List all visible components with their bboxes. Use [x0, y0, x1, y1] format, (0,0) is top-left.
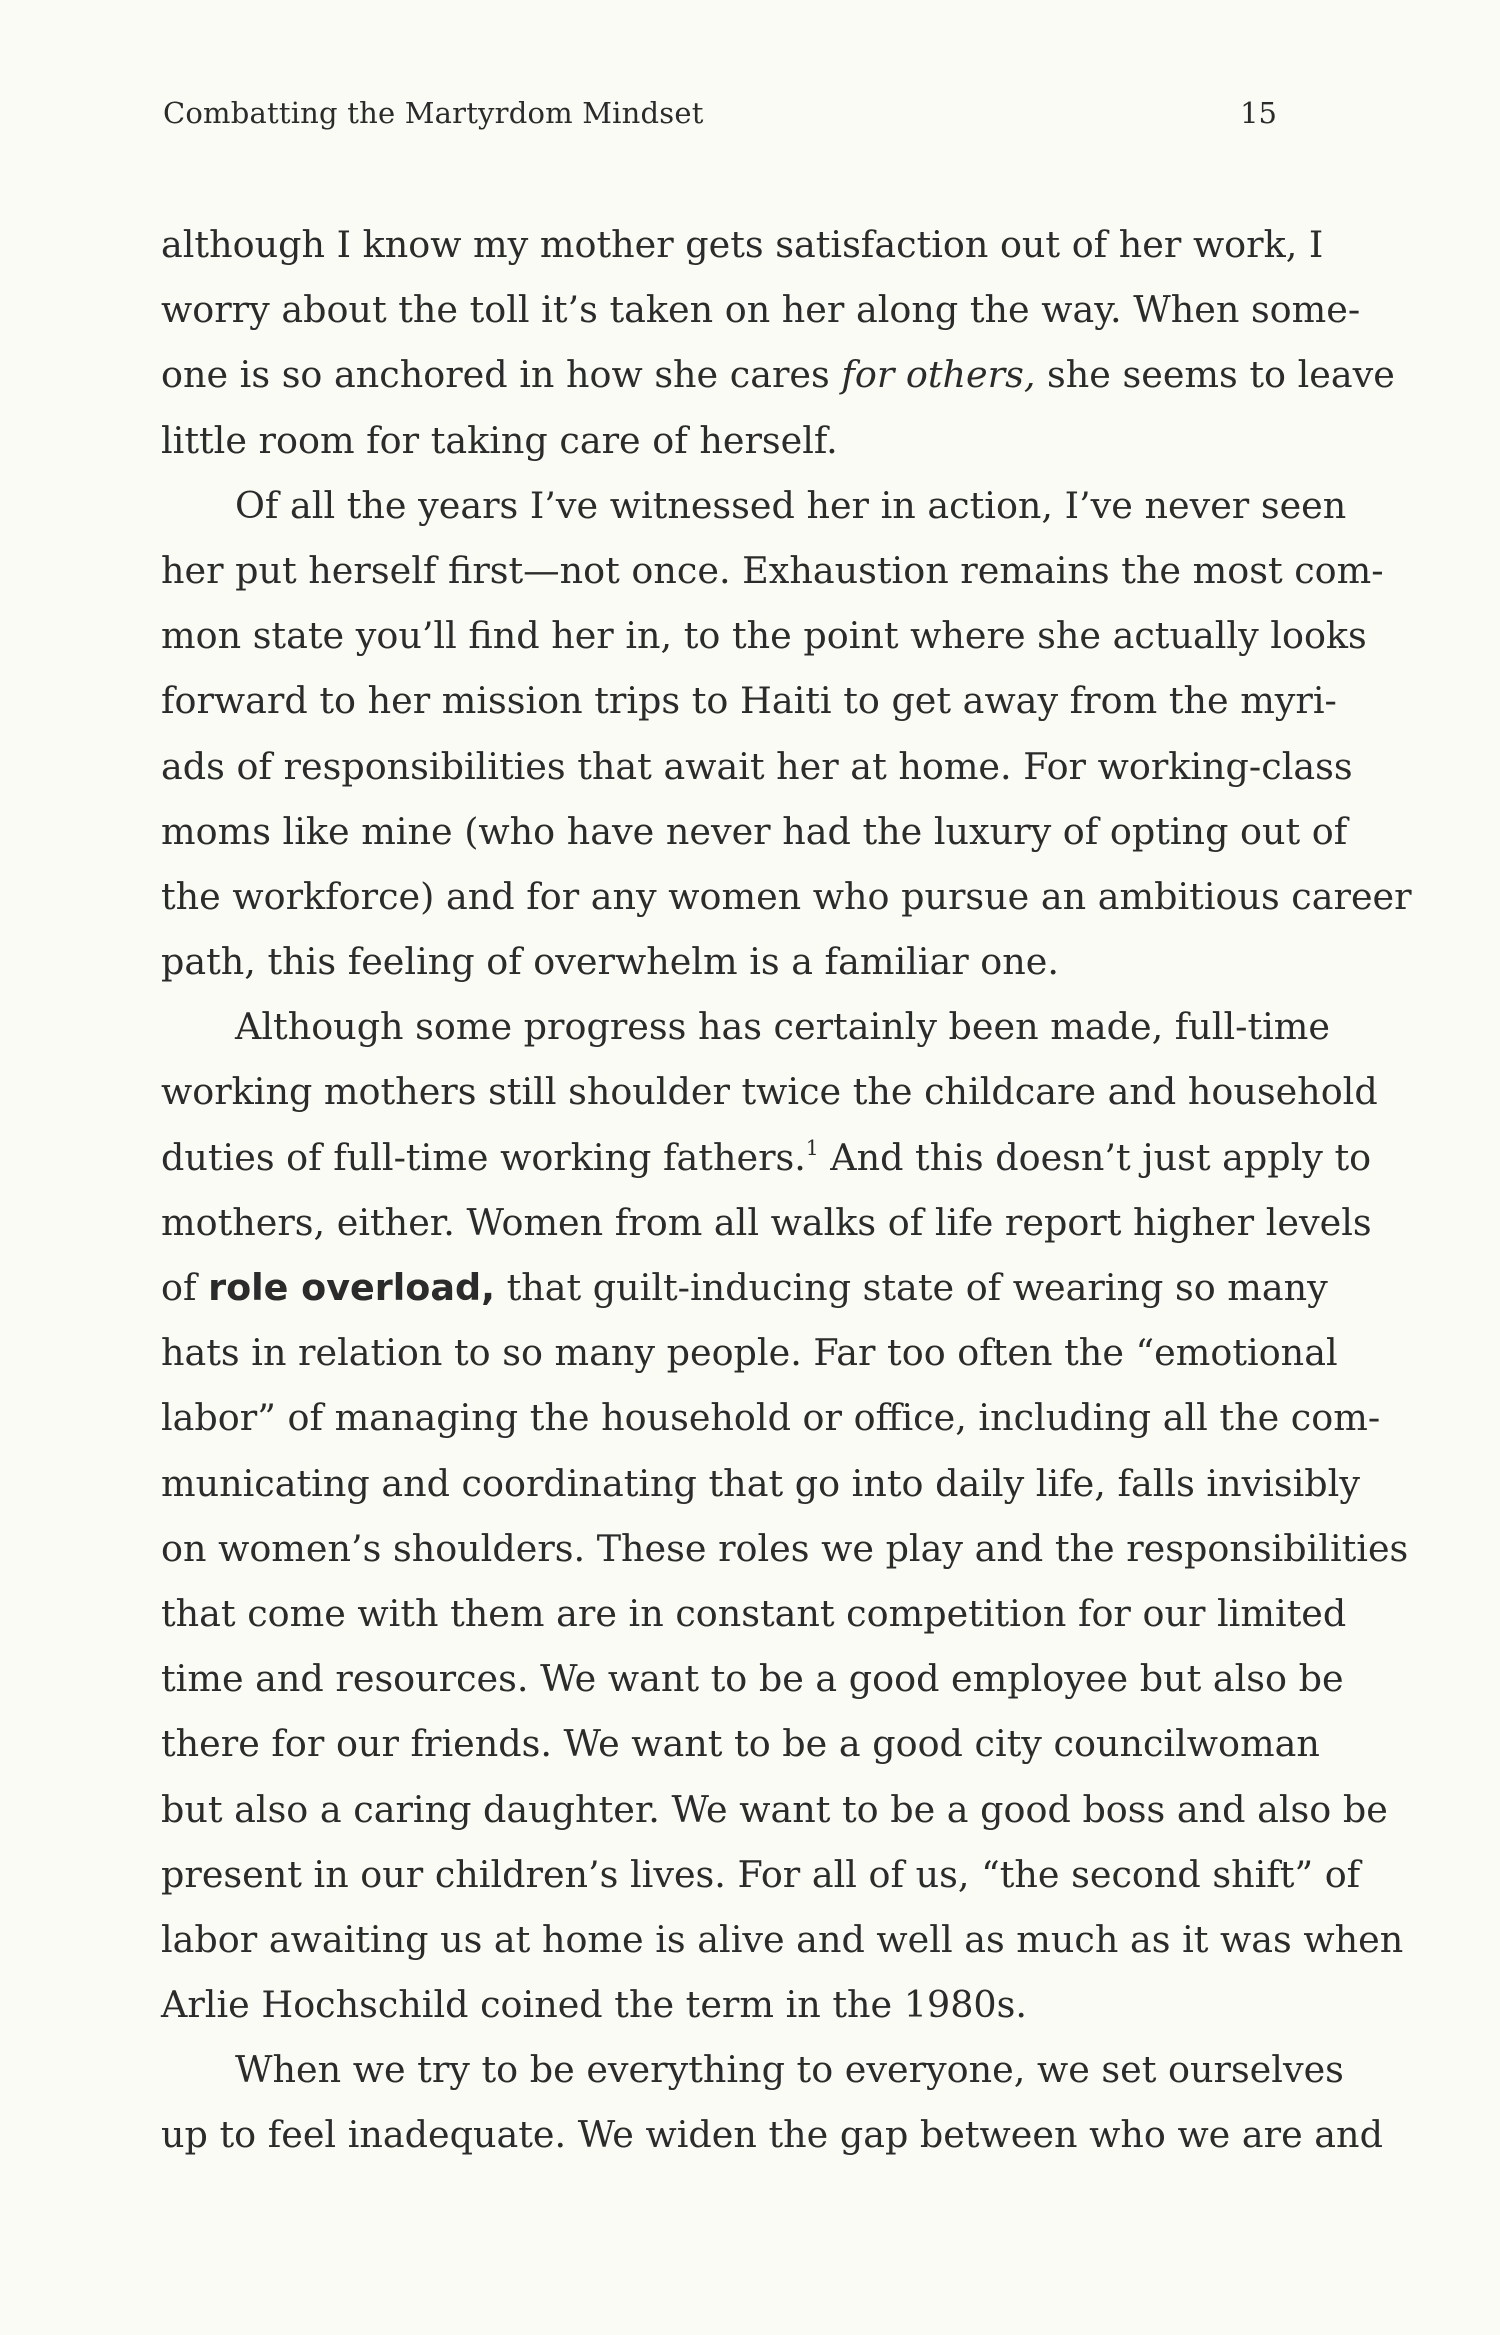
running-head: Combatting the Martyrdom Mindset [163, 96, 704, 130]
text-segment: up to feel inadequate. We widen the gap between who we are and [161, 2113, 1383, 2157]
text-segment: mothers, either. Women from all walks of life report higher levels [161, 1200, 1372, 1244]
text-line [161, 1907, 1404, 1972]
text-segment: Arlie Hochschild coined the term in the 1980s. [161, 1983, 1027, 2027]
text-line [161, 1190, 1372, 1255]
text-line [161, 1646, 1344, 1711]
text-segment: path, this feeling of overwhelm is a familiar one. [161, 940, 1059, 984]
paragraph [161, 994, 1409, 2037]
text-segment: worry about the toll it’s taken on her along the way. When some- [161, 288, 1361, 332]
text-segment: working mothers still shoulder twice the childcare and household [161, 1070, 1378, 1114]
text-line [161, 1059, 1378, 1124]
text-segment: of [161, 1266, 209, 1309]
text-line [161, 929, 1277, 994]
text-line [161, 734, 1353, 799]
text-segment: but also a caring daughter. We want to be a good boss and also be [161, 1787, 1388, 1831]
text-line [161, 1516, 1409, 1581]
text-segment: her put herself first—not once. Exhaustion remains the most com- [161, 548, 1384, 592]
text-line [161, 1255, 1328, 1320]
text-segment: Although some progress has certainly been made, full-time [235, 1005, 1331, 1049]
text-line [161, 277, 1361, 342]
text-segment: When we try to be everything to everyone, we set ourselves [235, 2048, 1344, 2092]
text-line [161, 1581, 1347, 1646]
text-line [161, 1385, 1381, 1450]
text-line [161, 799, 1348, 864]
text-segment: And this doesn’t just apply to [818, 1135, 1372, 1179]
text-segment: one is so anchored in how she cares [161, 353, 842, 397]
text-line [161, 2102, 1383, 2167]
text-line [161, 1842, 1361, 1907]
text-line [161, 212, 1324, 277]
paragraph [161, 212, 1395, 473]
text-segment: duties of full-time working fathers. [161, 1135, 806, 1179]
text-line [161, 473, 1347, 538]
text-line [161, 1972, 1277, 2037]
text-line [161, 994, 1331, 1059]
text-segment: present in our children’s lives. For all of us, “the second shift” of [161, 1852, 1361, 1896]
text-line [161, 668, 1337, 733]
text-line [161, 538, 1384, 603]
text-segment: labor awaiting us at home is alive and well as much as it was when [161, 1917, 1404, 1961]
text-segment: ads of responsibilities that await her at home. For working-class [161, 744, 1353, 788]
text-line [161, 1711, 1320, 1776]
bold-term: role overload, [208, 1266, 495, 1309]
text-line [161, 1451, 1360, 1516]
text-segment: although I know my mother gets satisfaction out of her work, I [161, 223, 1324, 266]
text-segment: little room for taking care of herself. [161, 418, 838, 462]
text-segment: moms like mine (who have never had the luxury of opting out of [161, 809, 1348, 853]
body-text [161, 212, 1412, 2168]
text-segment: she seems to leave [1035, 353, 1395, 397]
page-number: 15 [1240, 96, 1277, 130]
text-segment: that guilt-inducing state of wearing so many [494, 1266, 1328, 1309]
text-segment: forward to her mission trips to Haiti to get away from the myri- [161, 679, 1337, 723]
text-segment: municating and coordinating that go into daily life, falls invisibly [161, 1461, 1360, 1505]
text-segment: the workforce) and for any women who pursue an ambitious career [161, 874, 1412, 918]
text-line [161, 864, 1412, 929]
text-line [161, 1125, 1372, 1190]
text-segment: time and resources. We want to be a good employee but also be [161, 1657, 1344, 1701]
text-segment: labor” of managing the household or office, including all the com- [161, 1396, 1381, 1440]
text-line [161, 1320, 1338, 1385]
text-segment: that come with them are in constant competition for our limited [161, 1591, 1347, 1635]
text-line [161, 342, 1395, 407]
text-segment: hats in relation to so many people. Far too often the “emotional [161, 1331, 1338, 1375]
text-line [161, 408, 1277, 473]
paragraph [161, 2037, 1383, 2167]
italic-text: for others, [841, 353, 1036, 397]
text-segment: mon state you’ll find her in, to the point where she actually looks [161, 614, 1367, 658]
text-segment: Of all the years I’ve witnessed her in action, I’ve never seen [235, 483, 1347, 527]
footnote-marker: 1 [805, 1135, 819, 1160]
paragraph [161, 473, 1412, 995]
text-segment: on women’s shoulders. These roles we play and the responsibilities [161, 1526, 1409, 1570]
text-line [161, 1777, 1388, 1842]
text-line [161, 2037, 1344, 2102]
text-line [161, 603, 1367, 668]
text-segment: there for our friends. We want to be a good city councilwoman [161, 1722, 1320, 1766]
